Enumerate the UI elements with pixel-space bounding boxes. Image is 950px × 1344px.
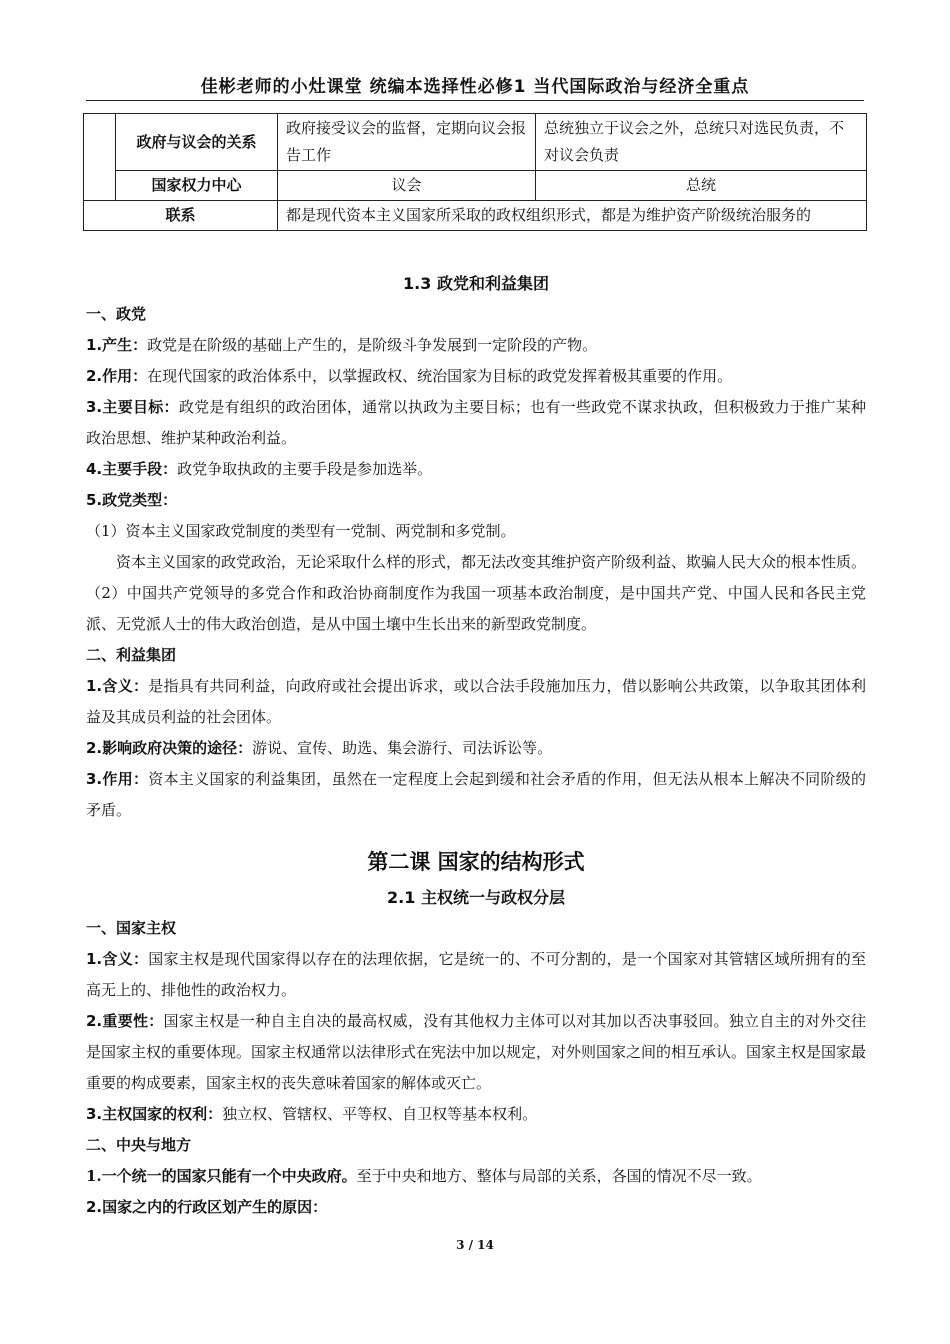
item-label: 2.影响政府决策的途径： bbox=[86, 739, 253, 757]
paragraph: （1）资本主义国家政党制度的类型有一党制、两党制和多党制。 bbox=[86, 522, 516, 540]
item-label: 1.含义： bbox=[86, 950, 149, 968]
item-label: 2.作用： bbox=[86, 367, 148, 385]
item-label: 3.作用： bbox=[86, 770, 149, 788]
item-text: 至于中央和地方、整体与局部的关系，各国的情况不尽一致。 bbox=[356, 1167, 762, 1185]
item-label: 3.主要目标： bbox=[86, 398, 179, 416]
list-item bbox=[86, 392, 866, 454]
table-row bbox=[84, 171, 867, 201]
list-item bbox=[86, 485, 866, 516]
item-text: 国家主权是一种自主自决的最高权威，没有其他权力主体可以对其加以否决事驳回。独立自主的对外交往是国家主权的重要体现。国家主权通常以法律形式在宪法中加以规定，对外则国家之间的相互承认。国家主权是国家最重要的构成要素，国家主权的丧失意味着国家的解体或灭亡。 bbox=[86, 1012, 867, 1092]
table-cell: 政府接受议会的监督，定期向议会报告工作 bbox=[278, 114, 536, 171]
item-text: 是指具有共同利益，向政府或社会提出诉求，或以合法手段施加压力，借以影响公共政策，以争取其团体利益及其成员利益的社会团体。 bbox=[86, 677, 866, 726]
paragraph: 资本主义国家的政党政治，无论采取什么样的形式，都无法改变其维护资产阶级利益、欺骗人民大众的根本性质。 bbox=[116, 553, 867, 571]
section-title: 1.3 政党和利益集团 bbox=[403, 274, 549, 293]
item-text: 资本主义国家的利益集团，虽然在一定程度上会起到缓和社会矛盾的作用，但无法从根本上解决不同阶级的矛盾。 bbox=[86, 770, 866, 819]
item-label: 2.重要性： bbox=[86, 1012, 164, 1030]
subheading: 二、利益集团 bbox=[86, 646, 177, 664]
table-cell: 总统独立于议会之外，总统只对选民负责，不对议会负责 bbox=[536, 114, 867, 171]
table-row bbox=[84, 201, 867, 231]
list-item bbox=[86, 1006, 866, 1099]
item-label: 3.主权国家的权利： bbox=[86, 1105, 223, 1123]
list-item bbox=[86, 1192, 866, 1223]
list-item bbox=[86, 671, 866, 733]
lesson-title: 第二课 国家的结构形式 bbox=[367, 849, 585, 874]
item-label: 4.主要手段： bbox=[86, 460, 178, 478]
header-rule bbox=[86, 100, 864, 101]
table-cell: 议会 bbox=[278, 171, 536, 201]
table-row bbox=[84, 114, 867, 171]
item-label: 2.国家之内的行政区划产生的原因： bbox=[86, 1198, 328, 1216]
subheading: 一、国家主权 bbox=[86, 919, 177, 937]
item-text: 国家主权是现代国家得以存在的法理依据，它是统一的、不可分割的，是一个国家对其管辖区域所拥有的至高无上的、排他性的政治权力。 bbox=[86, 950, 866, 999]
item-text: 政党是有组织的政治团体，通常以执政为主要目标；也有一些政党不谋求执政，但积极致力于推广某种政治思想、维护某种政治利益。 bbox=[86, 398, 866, 447]
list-item bbox=[86, 454, 866, 485]
list-item bbox=[86, 1161, 866, 1192]
item-text: 政党是在阶级的基础上产生的，是阶级斗争发展到一定阶段的产物。 bbox=[147, 336, 598, 354]
page-number: 3 / 14 bbox=[456, 1238, 494, 1252]
comparison-table bbox=[83, 113, 867, 231]
item-bold-text: 1.一个统一的国家只能有一个中央政府。 bbox=[86, 1167, 357, 1185]
list-item bbox=[86, 361, 866, 392]
list-item bbox=[86, 733, 866, 764]
main-content bbox=[86, 268, 866, 1223]
item-label: 1.含义： bbox=[86, 677, 149, 695]
subheading: 二、中央与地方 bbox=[86, 1136, 192, 1154]
list-item bbox=[86, 1099, 866, 1130]
list-item bbox=[86, 330, 866, 361]
item-text: 游说、宣传、助选、集会游行、司法诉讼等。 bbox=[252, 739, 553, 757]
subheading: 一、政党 bbox=[86, 305, 147, 323]
list-item bbox=[86, 764, 866, 826]
table-cell: 总统 bbox=[536, 171, 867, 201]
section-title: 2.1 主权统一与政权分层 bbox=[387, 888, 565, 907]
row-label: 联系 bbox=[84, 201, 278, 231]
page-header: 佳彬老师的小灶课堂 统编本选择性必修1 当代国际政治与经济全重点 bbox=[200, 77, 750, 97]
row-label: 国家权力中心 bbox=[116, 171, 278, 201]
row-label: 政府与议会的关系 bbox=[116, 114, 278, 171]
item-label: 1.产生： bbox=[86, 336, 148, 354]
merged-cell bbox=[84, 114, 116, 201]
item-text: 政党争取执政的主要手段是参加选举。 bbox=[177, 460, 433, 478]
item-label: 5.政党类型： bbox=[86, 491, 178, 509]
paragraph: （2）中国共产党领导的多党合作和政治协商制度作为我国一项基本政治制度，是中国共产党、中国人民和各民主党派、无党派人士的伟大政治创造，是从中国土壤中生长出来的新型政党制度。 bbox=[86, 584, 866, 633]
item-text: 独立权、管辖权、平等权、自卫权等基本权利。 bbox=[222, 1105, 538, 1123]
list-item bbox=[86, 944, 866, 1006]
table-cell: 都是现代资本主义国家所采取的政权组织形式，都是为维护资产阶级统治服务的 bbox=[278, 201, 867, 231]
item-text: 在现代国家的政治体系中，以掌握政权、统治国家为目标的政党发挥着极其重要的作用。 bbox=[147, 367, 733, 385]
